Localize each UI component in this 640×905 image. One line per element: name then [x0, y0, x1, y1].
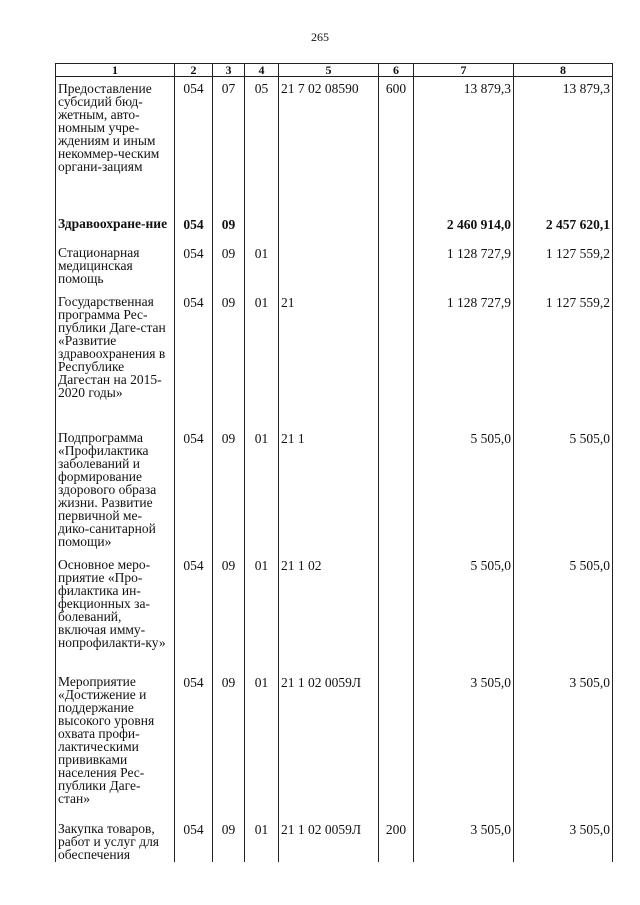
table-row	[56, 670, 613, 817]
cell-c4: 01	[245, 670, 279, 817]
page-number: 265	[311, 30, 329, 44]
cell-c3: 09	[213, 553, 245, 670]
cell-c6	[379, 205, 414, 241]
cell-c2: 054	[175, 426, 213, 553]
cell-c7: 5 505,0	[414, 553, 514, 670]
cell-c6	[379, 290, 414, 426]
cell-c5: 21 7 02 08590	[279, 77, 379, 205]
cell-c2: 054	[175, 77, 213, 205]
cell-c5	[279, 205, 379, 241]
header-row	[56, 64, 613, 77]
table-row	[56, 205, 613, 241]
cell-c6: 600	[379, 77, 414, 205]
cell-c4: 01	[245, 817, 279, 862]
table-row	[56, 77, 613, 205]
cell-c4: 01	[245, 426, 279, 553]
cell-c3: 09	[213, 670, 245, 817]
cell-c8: 2 457 620,1	[514, 205, 613, 241]
cell-c7: 5 505,0	[414, 426, 514, 553]
column-header: 6	[379, 64, 414, 77]
cell-c8: 5 505,0	[514, 553, 613, 670]
cell-c4	[245, 205, 279, 241]
cell-c4: 05	[245, 77, 279, 205]
cell-c5	[279, 241, 379, 290]
cell-c4: 01	[245, 241, 279, 290]
cell-c5: 21 1 02 0059Л	[279, 670, 379, 817]
cell-name: Мероприятие «Достижение и поддержание высокого уровня охвата профи-лактическими прививками населения Рес-публики Даге-стан»	[56, 670, 175, 817]
cell-c6	[379, 426, 414, 553]
cell-c5: 21 1 02 0059Л	[279, 817, 379, 862]
cell-c8: 13 879,3	[514, 77, 613, 205]
cell-c7: 3 505,0	[414, 817, 514, 862]
table-row	[56, 817, 613, 862]
cell-name: Стационарная медицинская помощь	[56, 241, 175, 290]
cell-c3: 09	[213, 817, 245, 862]
cell-name: Здравоохране-ние	[56, 205, 175, 241]
cell-c8: 1 127 559,2	[514, 290, 613, 426]
cell-c7: 13 879,3	[414, 77, 514, 205]
cell-c2: 054	[175, 241, 213, 290]
cell-c2: 054	[175, 205, 213, 241]
cell-c8: 1 127 559,2	[514, 241, 613, 290]
cell-c6	[379, 553, 414, 670]
cell-c5: 21 1	[279, 426, 379, 553]
table-row	[56, 553, 613, 670]
cell-c2: 054	[175, 553, 213, 670]
cell-c4: 01	[245, 553, 279, 670]
cell-c3: 07	[213, 77, 245, 205]
column-header: 2	[175, 64, 213, 77]
column-header: 5	[279, 64, 379, 77]
cell-c8: 5 505,0	[514, 426, 613, 553]
cell-c2: 054	[175, 290, 213, 426]
cell-c3: 09	[213, 426, 245, 553]
cell-name: Предоставление субсидий бюд-жетным, авто-номным учре-ждениям и иным некоммер-ческим органи-зациям	[56, 77, 175, 205]
table-row	[56, 241, 613, 290]
table-row	[56, 290, 613, 426]
cell-c4: 01	[245, 290, 279, 426]
column-header: 4	[245, 64, 279, 77]
budget-table	[55, 63, 613, 862]
column-header: 8	[514, 64, 613, 77]
cell-c8: 3 505,0	[514, 670, 613, 817]
cell-name: Закупка товаров, работ и услуг для обеспечения	[56, 817, 175, 862]
cell-c6	[379, 670, 414, 817]
cell-c5: 21 1 02	[279, 553, 379, 670]
cell-c2: 054	[175, 817, 213, 862]
cell-c7: 2 460 914,0	[414, 205, 514, 241]
cell-name: Государственная программа Рес-публики Даге-стан «Развитие здравоохранения в Республике Дагестан на 2015-2020 годы»	[56, 290, 175, 426]
cell-c7: 1 128 727,9	[414, 241, 514, 290]
column-header: 3	[213, 64, 245, 77]
cell-c2: 054	[175, 670, 213, 817]
column-header: 1	[56, 64, 175, 77]
cell-c3: 09	[213, 241, 245, 290]
cell-c6	[379, 241, 414, 290]
cell-c5: 21	[279, 290, 379, 426]
cell-name: Основное меро-приятие «Про-филактика ин-фекционных за-болеваний, включая имму-нопрофилакти-ку»	[56, 553, 175, 670]
cell-name: Подпрограмма «Профилактика заболеваний и формирование здорового образа жизни. Развитие первичной ме-дико-санитарной помощи»	[56, 426, 175, 553]
cell-c6: 200	[379, 817, 414, 862]
cell-c7: 1 128 727,9	[414, 290, 514, 426]
table-row	[56, 426, 613, 553]
cell-c8: 3 505,0	[514, 817, 613, 862]
cell-c3: 09	[213, 290, 245, 426]
cell-c7: 3 505,0	[414, 670, 514, 817]
column-header: 7	[414, 64, 514, 77]
cell-c3: 09	[213, 205, 245, 241]
